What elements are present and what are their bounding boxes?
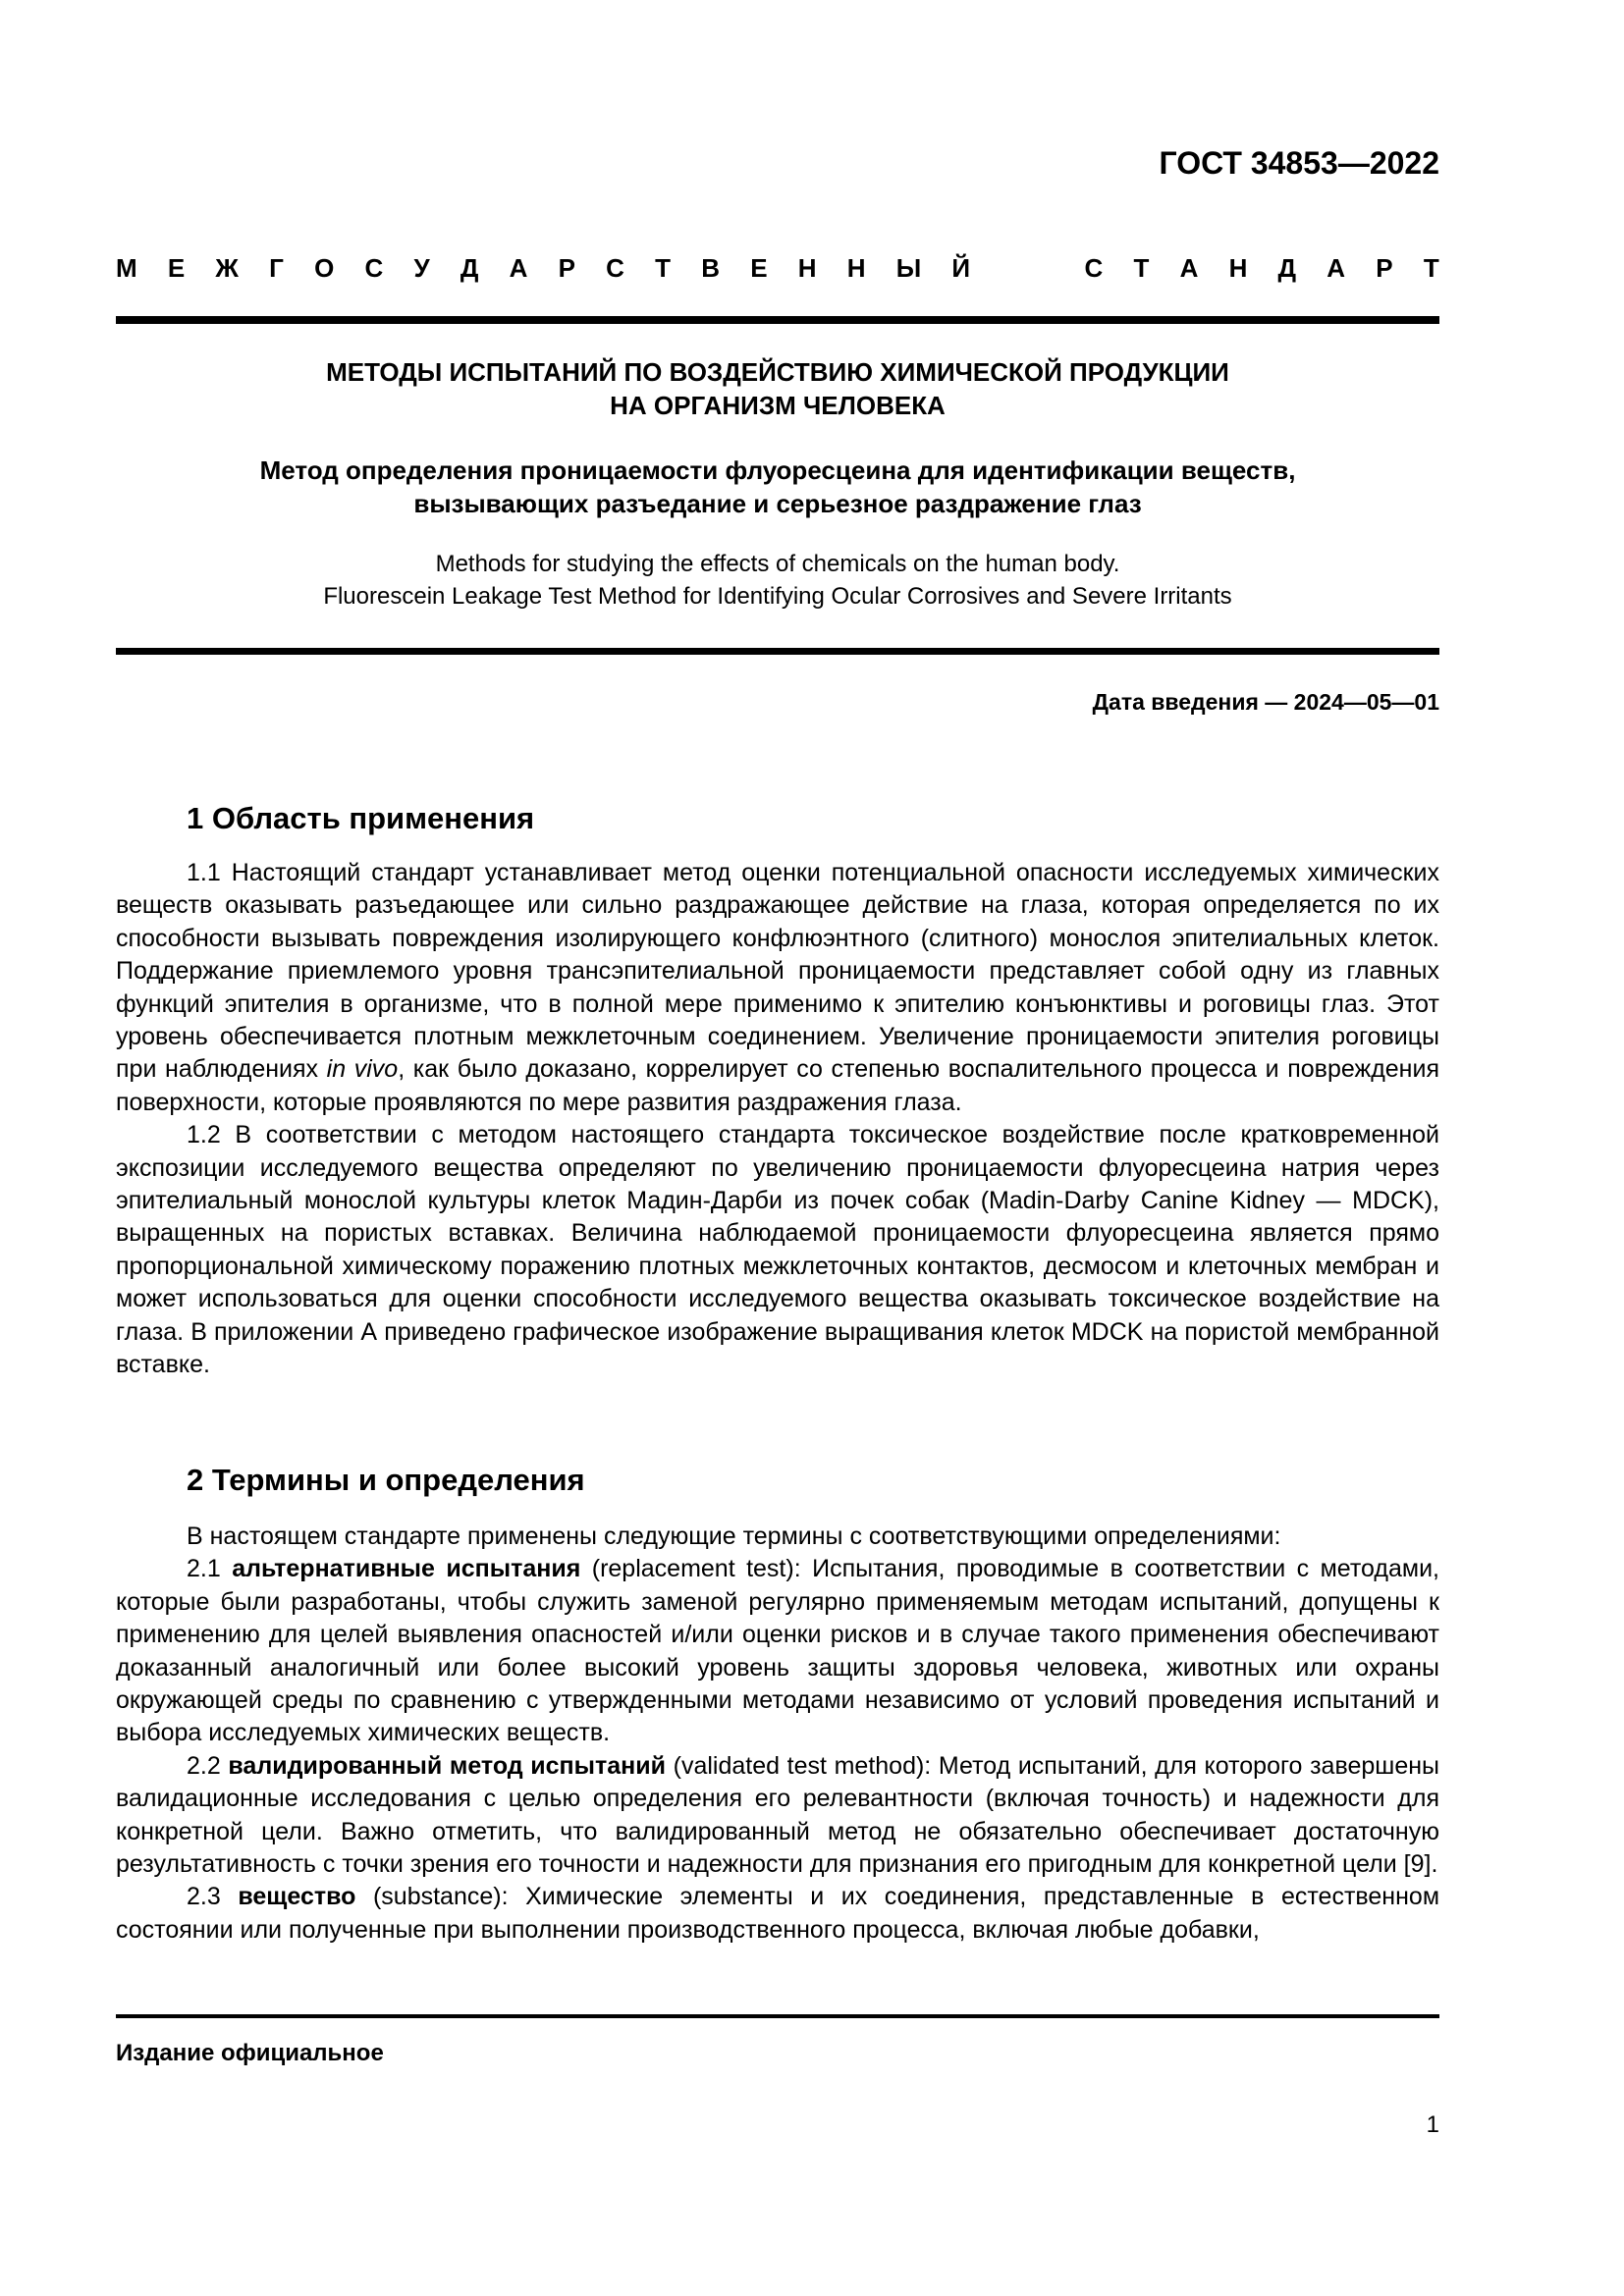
- section-2-intro: В настоящем стандарте применены следующие термины с соответствующими определениями:: [187, 1522, 1281, 1550]
- section-1-heading: 1 Область применения: [187, 801, 535, 835]
- banner-letter: А: [1326, 253, 1346, 283]
- banner-letter: А: [1179, 253, 1199, 283]
- banner-letter: О: [314, 253, 335, 283]
- banner-word-gap: [1001, 253, 1054, 284]
- title-line-1: МЕТОДЫ ИСПЫТАНИЙ ПО ВОЗДЕЙСТВИЮ ХИМИЧЕСКОЙ ПРОДУКЦИИ: [326, 357, 1229, 387]
- interstate-standard-banner: [116, 253, 1439, 284]
- english-title: [116, 548, 1439, 613]
- banner-letter: А: [509, 253, 528, 283]
- standard-number: ГОСТ 34853—2022: [1159, 145, 1439, 181]
- banner-letter: Н: [846, 253, 866, 283]
- footer-rule: [116, 2014, 1439, 2018]
- section-2-body: [116, 1521, 1439, 1947]
- introduction-date: Дата введения — 2024—05—01: [1092, 689, 1439, 715]
- section-1-body: [116, 857, 1439, 1382]
- banner-letter: Н: [1228, 253, 1248, 283]
- banner-letter: Р: [558, 253, 575, 283]
- banner-letter: Т: [1423, 253, 1439, 283]
- paragraph-1-1: 1.1 Настоящий стандарт устанавливает метод оценки потенциальной опасности исследуемых химических веществ оказывать разъедающее или сильно раздражающее действие на глаза, которая определяется по их способности вызывать повреждения изолирующего конфлюэнтного (слитного) монослоя эпителиальных клеток. Поддержание приемлемого уровня трансэпителиальной проницаемости представляет собой одну из главных функций эпителия в организме, что в полной мере применимо к эпителию конъюнктивы и роговицы глаз. Этот уровень обеспечивается плотным межклеточным соединением. Увеличение проницаемости эпителия роговицы при наблюдениях in vivo, как было доказано, коррелирует со степенью воспалительного процесса и повреждения поверхности, которые проявляются по мере развития раздражения глаза.: [116, 859, 1439, 1116]
- banner-letter: С: [606, 253, 624, 283]
- banner-letter: Е: [167, 253, 186, 283]
- banner-letter: М: [116, 253, 137, 283]
- top-rule: [116, 316, 1439, 324]
- term-2-2: 2.2 валидированный метод испытаний (validated test method): Метод испытаний, для которого завершены валидационные исследования с целью определения его релевантности (включая точность) и надежности для конкретной цели. Важно отметить, что валидированный метод не обязательно обеспечивает достаточную результативность с точки зрения его точности и надежности для признания его пригодным для конкретной цели [9].: [116, 1751, 1439, 1879]
- title-line-2: НА ОРГАНИЗМ ЧЕЛОВЕКА: [610, 391, 946, 420]
- banner-letter: Г: [269, 253, 284, 283]
- english-title-line-2: Fluorescein Leakage Test Method for Identifying Ocular Corrosives and Severe Irritants: [323, 583, 1232, 610]
- banner-letter: У: [413, 253, 430, 283]
- section-2-heading: 2 Термины и определения: [187, 1463, 585, 1497]
- banner-letter: С: [364, 253, 384, 283]
- official-edition-label: Издание официальное: [116, 2040, 384, 2066]
- banner-letter: С: [1084, 253, 1104, 283]
- banner-letter: Д: [1277, 253, 1297, 283]
- english-title-line-1: Methods for studying the effects of chemicals on the human body.: [435, 551, 1120, 577]
- banner-letter: Ы: [895, 253, 922, 283]
- banner-letter: Е: [750, 253, 768, 283]
- banner-letter: Й: [951, 253, 971, 283]
- banner-letter: Т: [1133, 253, 1150, 283]
- banner-letter: Р: [1376, 253, 1393, 283]
- term-2-1: 2.1 альтернативные испытания (replacement test): Испытания, проводимые в соответствии с методами, которые были разработаны, чтобы служить заменой регулярно применяемым методам испытаний, допущены к применению для целей выявления опасностей и/или оценки рисков и в случае такого применения обеспечивают доказанный аналогичный или более высокий уровень защиты здоровья человека, животных или охраны окружающей среды по сравнению с утвержденными методами независимо от условий проведения испытаний и выбора исследуемых химических веществ.: [116, 1555, 1439, 1747]
- document-title: [116, 355, 1439, 422]
- banner-letter: В: [701, 253, 721, 283]
- banner-letter: Ж: [215, 253, 239, 283]
- banner-letter: Т: [655, 253, 672, 283]
- subtitle-line-2: вызывающих разъедание и серьезное раздражение глаз: [413, 489, 1142, 518]
- banner-letter: Н: [797, 253, 817, 283]
- page-number: 1: [1426, 2111, 1439, 2138]
- banner-letter: Д: [460, 253, 479, 283]
- title-bottom-rule: [116, 648, 1439, 655]
- paragraph-1-2: 1.2 В соответствии с методом настоящего стандарта токсическое воздействие после кратковременной экспозиции исследуемого вещества определяют по увеличению проницаемости флуоресцеина натрия через эпителиальный монослой культуры клеток Мадин-Дарби из почек собак (Madin-Darby Canine Kidney — MDCK), выращенных на пористых вставках. Величина наблюдаемой проницаемости флуоресцеина является прямо пропорциональной химическому поражению плотных межклеточных контактов, десмосом и клеточных мембран и может использоваться для оценки способности исследуемого вещества оказывать токсическое воздействие на глаза. В приложении А приведено графическое изображение выращивания клеток MDCK на пористой мембранной вставке.: [116, 1121, 1439, 1379]
- subtitle-line-1: Метод определения проницаемости флуоресцеина для идентификации веществ,: [259, 455, 1296, 485]
- term-2-3: 2.3 вещество (substance): Химические элементы и их соединения, представленные в естественном состоянии или полученные при выполнении производственного процесса, включая любые добавки,: [116, 1883, 1440, 1944]
- document-subtitle: [116, 454, 1439, 520]
